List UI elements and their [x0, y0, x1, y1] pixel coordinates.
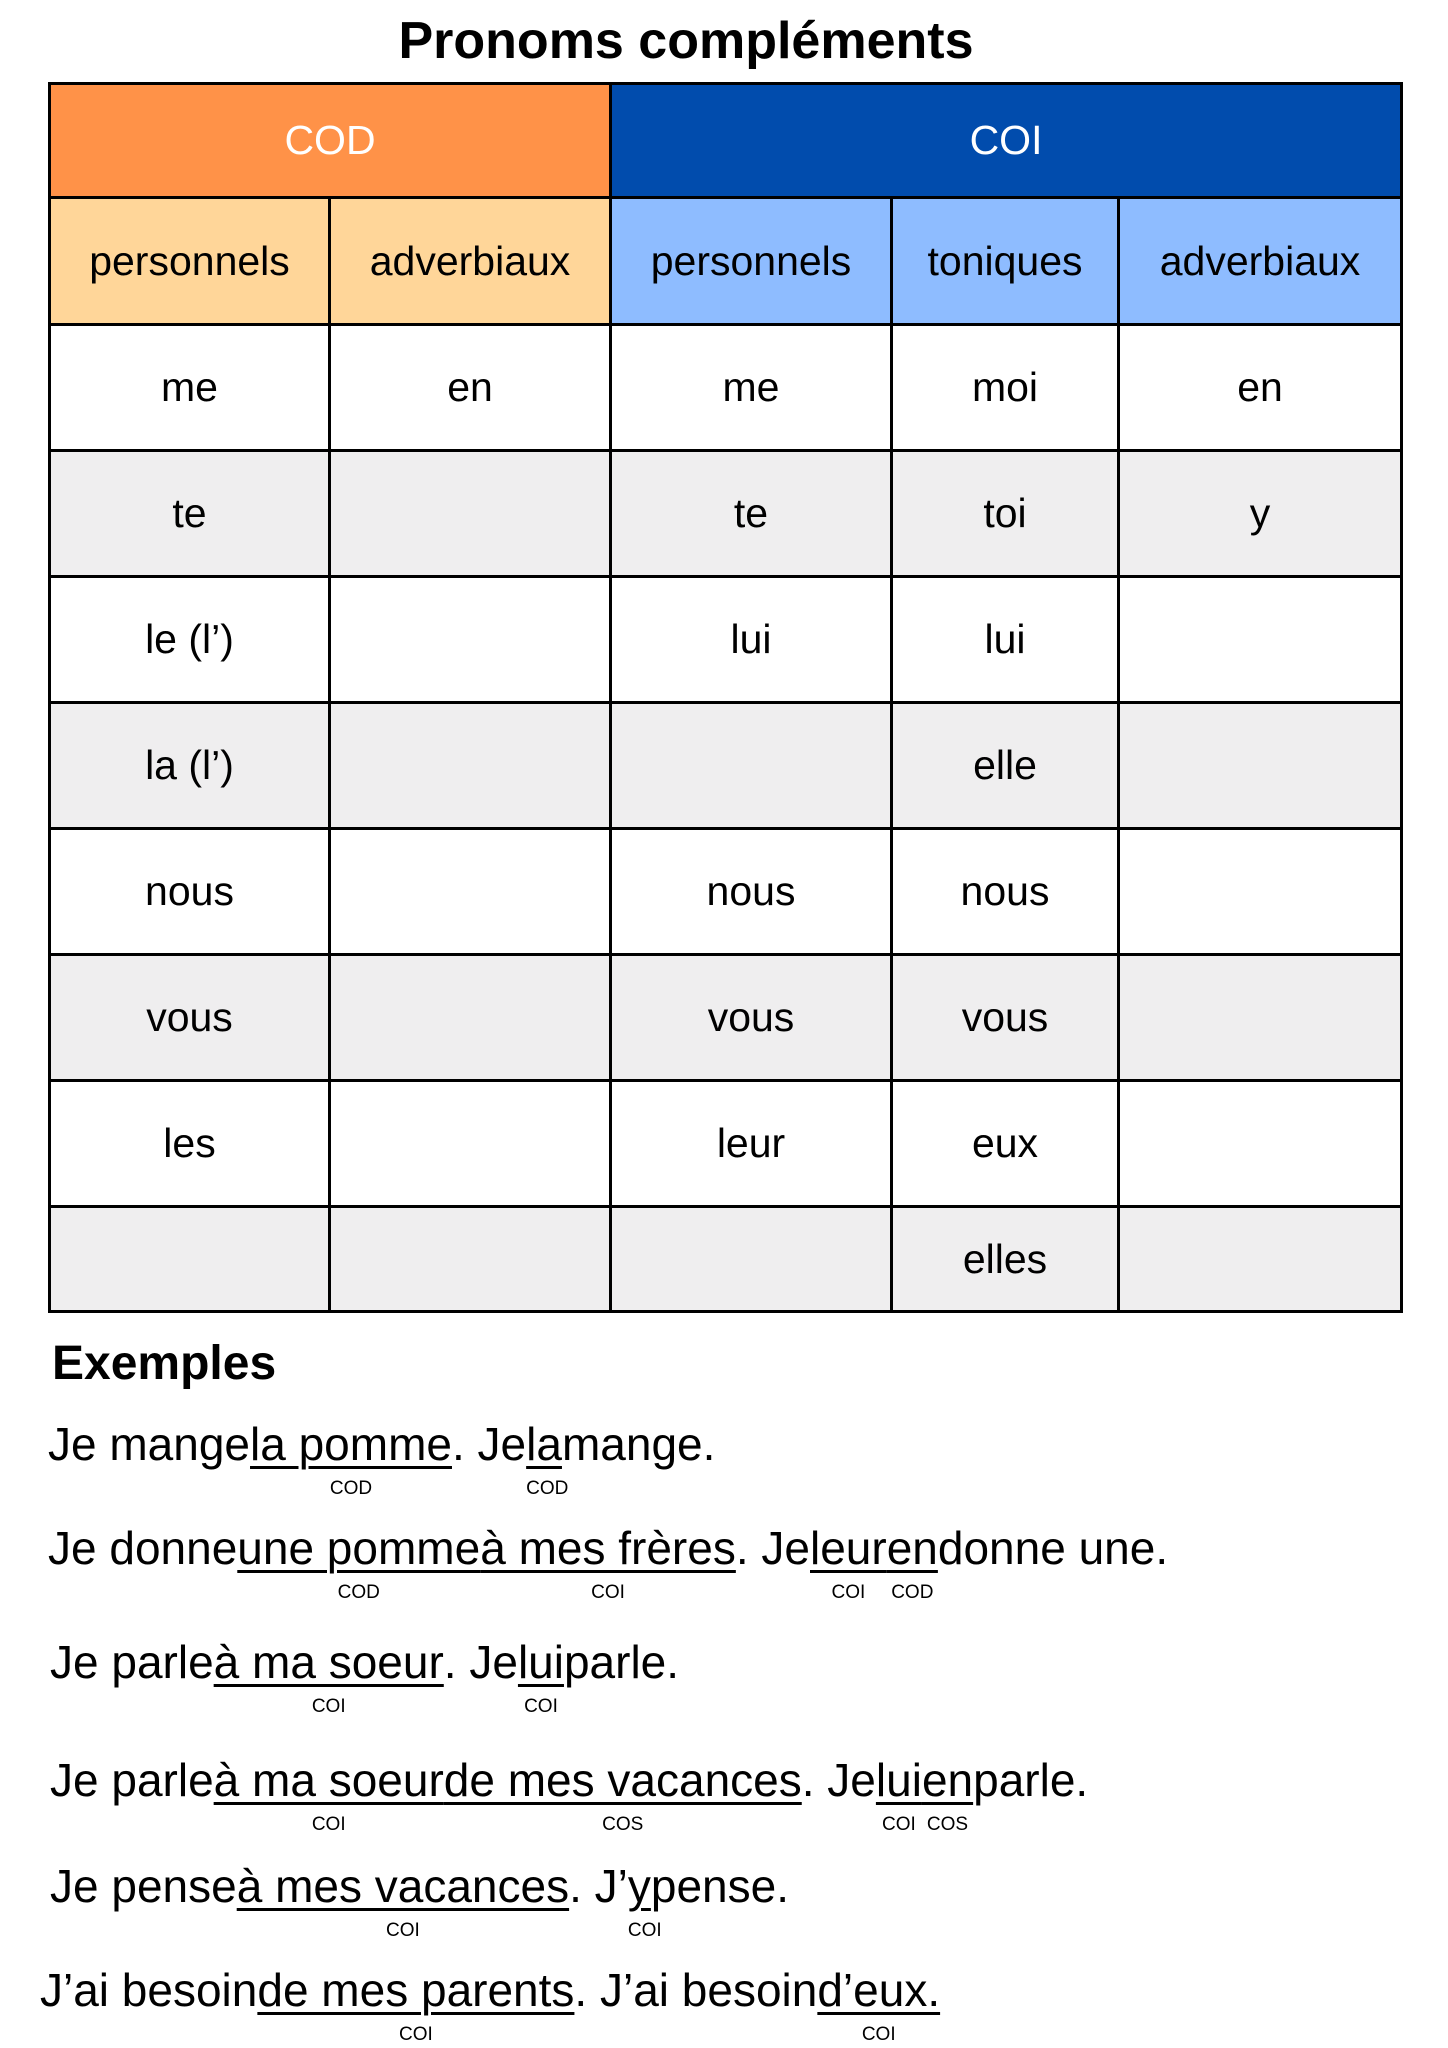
- sentence-text: [574, 1962, 817, 2018]
- sentence-text: [736, 1520, 810, 1576]
- grammar-label: COI: [399, 2024, 433, 2045]
- table-row: [50, 955, 1402, 1081]
- segment-text: parle.: [973, 1754, 1089, 1806]
- grammar-label: COD: [526, 1478, 569, 1499]
- segment-text: de mes parents: [257, 1964, 575, 2016]
- example-sentence: [48, 1416, 716, 1499]
- segment-text: la: [526, 1418, 562, 1470]
- sentence-text: [973, 1752, 1088, 1808]
- sentence-text: [802, 1752, 876, 1808]
- table-cell: moi: [892, 325, 1119, 451]
- table-cell: me: [50, 325, 330, 451]
- table-cell: en: [1119, 325, 1402, 451]
- segment-text: donne une.: [937, 1522, 1169, 1574]
- grammar-label: COI: [831, 1582, 866, 1603]
- segment-text: Je donne: [48, 1522, 238, 1574]
- underlined-complement: [237, 1520, 481, 1603]
- example-sentence: [50, 1752, 1089, 1835]
- column-header-row: [50, 198, 1402, 325]
- underlined-complement: [443, 1752, 802, 1835]
- segment-text: lui: [517, 1636, 564, 1688]
- table-cell: [330, 451, 611, 577]
- sentence-text: [50, 1634, 214, 1690]
- underlined-complement: [250, 1416, 452, 1499]
- table-cell: lui: [611, 577, 892, 703]
- table-cell: nous: [611, 829, 892, 955]
- table-cell: [1119, 1207, 1402, 1312]
- segment-text: à mes vacances: [236, 1860, 570, 1912]
- table-cell: les: [50, 1081, 330, 1207]
- table-cell: lui: [892, 577, 1119, 703]
- table-row: [50, 1207, 1402, 1312]
- sentence-text: [938, 1520, 1168, 1576]
- underlined-complement: [236, 1858, 570, 1941]
- examples-title: Exemples: [52, 1337, 277, 1390]
- sentence-text: [651, 1858, 789, 1914]
- grammar-label: COI: [524, 1696, 558, 1717]
- underlined-complement: [257, 1962, 575, 2045]
- sentence-text: [50, 1752, 214, 1808]
- segment-text: . Je: [801, 1754, 876, 1806]
- table-cell: [50, 1207, 330, 1312]
- sentence-text: [50, 1858, 237, 1914]
- sentence-text: [564, 1634, 679, 1690]
- table-row: [50, 1081, 1402, 1207]
- segment-text: à ma soeur: [213, 1636, 444, 1688]
- table-cell: en: [330, 325, 611, 451]
- segment-text: . Je: [735, 1522, 810, 1574]
- underlined-complement: [526, 1416, 569, 1499]
- segment-text: lui: [875, 1754, 922, 1806]
- sentence-text: [48, 1520, 237, 1576]
- group-header-row: [50, 84, 1402, 198]
- table-cell: vous: [50, 955, 330, 1081]
- underlined-complement: [817, 1962, 941, 2045]
- table-row: [50, 325, 1402, 451]
- table-row: [50, 451, 1402, 577]
- segment-text: y: [627, 1860, 651, 1912]
- pronouns-table: [48, 82, 1403, 1313]
- table-cell: [1119, 1081, 1402, 1207]
- segment-text: mange.: [561, 1418, 716, 1470]
- segment-text: Je pense: [50, 1860, 237, 1912]
- column-header-coi-personnels: personnels: [611, 198, 892, 325]
- grammar-label: COI: [861, 2024, 896, 2045]
- underlined-complement: [810, 1520, 887, 1603]
- table-cell: [611, 1207, 892, 1312]
- table-row: [50, 703, 1402, 829]
- table-cell: la (l’): [50, 703, 330, 829]
- table-cell: toi: [892, 451, 1119, 577]
- group-header-cod: COD: [50, 84, 611, 198]
- grammar-label: COI: [311, 1814, 346, 1835]
- underlined-complement: [627, 1858, 662, 1941]
- underlined-complement: [213, 1752, 444, 1835]
- table-cell: me: [611, 325, 892, 451]
- segment-text: leur: [810, 1522, 887, 1574]
- table-cell: [330, 1207, 611, 1312]
- column-header-cod-personnels: personnels: [50, 198, 330, 325]
- underlined-complement: [480, 1520, 736, 1603]
- sentence-text: [48, 1416, 250, 1472]
- segment-text: Je parle: [50, 1636, 214, 1688]
- table-row: [50, 577, 1402, 703]
- example-sentence: [50, 1634, 680, 1717]
- column-header-coi-adverbiaux: adverbiaux: [1119, 198, 1402, 325]
- underlined-complement: [517, 1634, 564, 1717]
- example-sentence: [50, 1858, 789, 1941]
- table-cell: elle: [892, 703, 1119, 829]
- grammar-label: COI: [591, 1582, 625, 1603]
- table-cell: eux: [892, 1081, 1119, 1207]
- grammar-label: COS: [602, 1814, 644, 1835]
- segment-text: . J’: [569, 1860, 628, 1912]
- table-cell: [330, 955, 611, 1081]
- group-header-coi: COI: [611, 84, 1402, 198]
- sentence-text: [562, 1416, 715, 1472]
- segment-text: en: [886, 1522, 938, 1574]
- segment-text: à mes frères: [480, 1522, 736, 1574]
- sentence-text: [40, 1962, 257, 2018]
- segment-text: la pomme: [250, 1418, 452, 1470]
- segment-text: J’ai besoin: [40, 1964, 258, 2016]
- segment-text: en: [921, 1754, 974, 1806]
- sentence-text: [569, 1858, 628, 1914]
- example-sentence: [48, 1520, 1169, 1603]
- segment-text: Je parle: [50, 1754, 214, 1806]
- table-cell: y: [1119, 451, 1402, 577]
- segment-text: à ma soeur: [213, 1754, 444, 1806]
- segment-text: . Je: [443, 1636, 518, 1688]
- table-cell: elles: [892, 1207, 1119, 1312]
- segment-text: parle.: [563, 1636, 680, 1688]
- table-cell: vous: [892, 955, 1119, 1081]
- table-cell: [611, 703, 892, 829]
- grammar-label: COD: [891, 1582, 934, 1603]
- column-header-coi-toniques: toniques: [892, 198, 1119, 325]
- table-cell: nous: [50, 829, 330, 955]
- table-cell: [330, 1081, 611, 1207]
- segment-text: une pomme: [237, 1522, 481, 1574]
- underlined-complement: [875, 1752, 922, 1835]
- segment-text: pense.: [650, 1860, 789, 1912]
- underlined-complement: [213, 1634, 444, 1717]
- sentence-text: [444, 1634, 518, 1690]
- underlined-complement: [886, 1520, 938, 1603]
- table-row: [50, 829, 1402, 955]
- table-cell: le (l’): [50, 577, 330, 703]
- grammar-label: COS: [926, 1814, 969, 1835]
- grammar-label: COI: [386, 1920, 420, 1941]
- table-cell: [1119, 829, 1402, 955]
- segment-text: . Je: [451, 1418, 527, 1470]
- grammar-label: COI: [882, 1814, 916, 1835]
- sentence-text: [452, 1416, 526, 1472]
- table-cell: nous: [892, 829, 1119, 955]
- table-cell: [1119, 955, 1402, 1081]
- table-cell: [330, 703, 611, 829]
- segment-text: . J’ai besoin: [574, 1964, 818, 2016]
- page-title: Pronoms compléments: [398, 12, 974, 70]
- table-cell: [1119, 577, 1402, 703]
- example-sentence: [40, 1962, 941, 2045]
- grammar-label: COI: [311, 1696, 346, 1717]
- column-header-cod-adverbiaux: adverbiaux: [330, 198, 611, 325]
- table-body: [50, 325, 1402, 1312]
- underlined-complement: [921, 1752, 974, 1835]
- grammar-label: COD: [329, 1478, 373, 1499]
- table-cell: leur: [611, 1081, 892, 1207]
- grammar-label: COI: [627, 1920, 662, 1941]
- table-cell: te: [611, 451, 892, 577]
- segment-text: Je mange: [48, 1418, 251, 1470]
- grammar-label: COD: [337, 1582, 380, 1603]
- table-cell: te: [50, 451, 330, 577]
- table-cell: [330, 577, 611, 703]
- segment-text: de mes vacances: [443, 1754, 802, 1806]
- table-cell: [1119, 703, 1402, 829]
- segment-text: d’eux.: [817, 1964, 941, 2016]
- table-cell: [330, 829, 611, 955]
- table-cell: vous: [611, 955, 892, 1081]
